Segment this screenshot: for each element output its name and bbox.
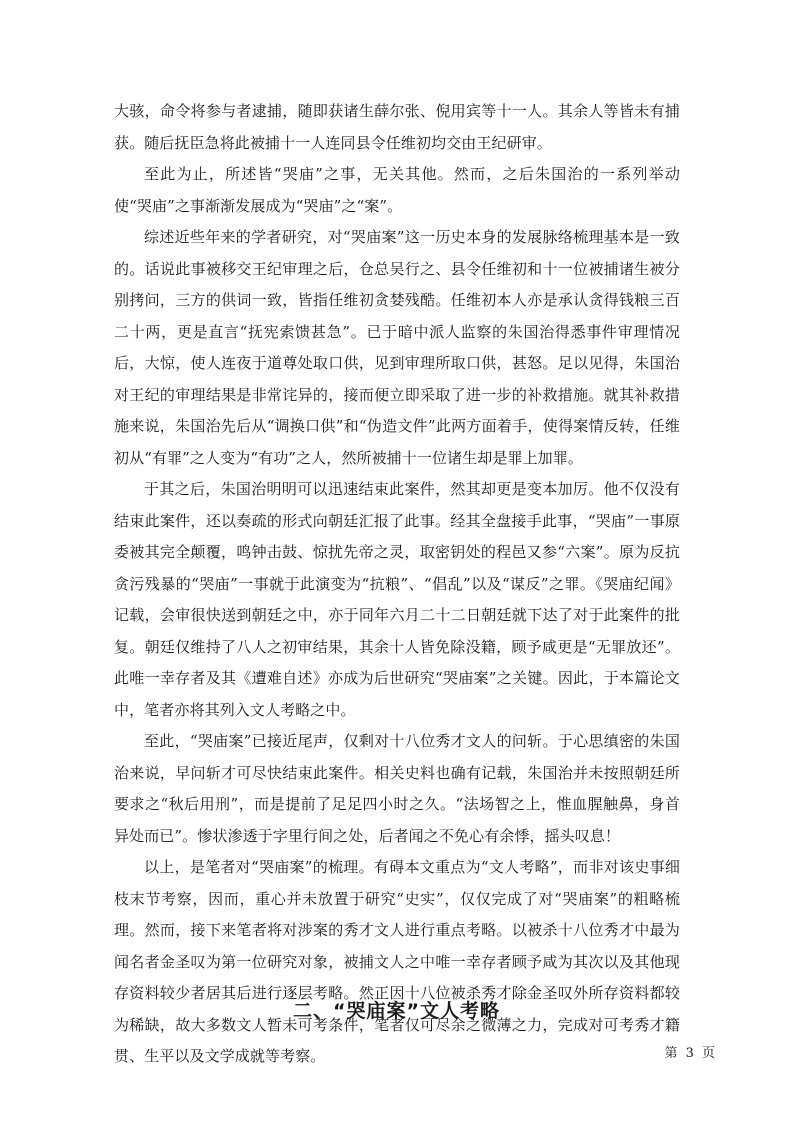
paragraph-3: 综述近些年来的学者研究，对“哭庙案”这一历史本身的发展脉络梳理基本是一致的。话说此事被移交王纪审理之后，仓总吴行之、县令任维初和十一位被捕诸生被分别拷问，三方的供词一致，皆指任维初贪婪残酷。任维初本人亦是承认贪得钱粮三百二十两，更是直言“抚宪索馈甚急”。已于暗中派人监察的朱国治得悉事件审理情况后，大惊，使人连夜于道尊处取口供，见到审理所取口供，甚怒。足以见得，朱国治对王纪的审理结果是非常诧异的，接而便立即采取了进一步的补救措施。就其补救措施来说，朱国治先后从“调换口供”和“伪造文件”此两方面着手，使得案情反转，任维初从“有罪”之人变为“有功”之人，然所被捕十一位诸生却是罪上加罪。 bbox=[114, 228, 680, 467]
body-text bbox=[114, 96, 680, 1073]
paragraph-2: 至此为止，所述皆“哭庙”之事，无关其他。然而，之后朱国治的一系列举动使“哭庙”之事渐渐发展成为“哭庙”之“案”。 bbox=[114, 165, 680, 215]
section-heading: 二、“哭庙案”文人考略 bbox=[293, 1000, 500, 1022]
paragraph-1: 大骇，命令将参与者逮捕，随即获诸生薛尔张、倪用宾等十一人。其余人等皆未有捕获。随后抚臣急将此被捕十一人连同县令任维初均交由王纪研审。 bbox=[114, 102, 680, 152]
page-number: 第 3 页 bbox=[664, 1046, 717, 1061]
paragraph-5: 至此，“哭庙案”已接近尾声，仅剩对十八位秀才文人的问斩。于心思缜密的朱国治来说，早问斩才可尽快结束此案件。相关史料也确有记载，朱国治并未按照朝廷所要求之“秋后用刑”，而是提前了足足四小时之久。“法场智之上，惟血腥触鼻，身首异处而已”。惨状渗透于字里行间之处，后者闻之不免心有余悸，摇头叹息！ bbox=[114, 732, 680, 845]
paragraph-6: 以上，是笔者对“哭庙案”的梳理。有碍本文重点为“文人考略”，而非对该史事细枝末节考察，因而，重心并未放置于研究“史实”，仅仅完成了对“哭庙案”的粗略梳理。然而，接下来笔者将对涉案的秀才文人进行重点考略。以被杀十八位秀才中最为闻名者金圣叹为第一位研究对象，被捕文人之中唯一幸存者顾予咸为其次以及其他现存资料较少者居其后进行逐层考略。然正因十八位被杀秀才除金圣叹外所存资料都较为稀缺，故大多数文人暂未可考条件，笔者仅可尽余之微薄之力，完成对可考秀才籍贯、生平以及文学成就等考察。 bbox=[114, 858, 680, 1065]
paragraph-4: 于其之后，朱国治明明可以迅速结束此案件，然其却更是变本加厉。他不仅没有结束此案件，还以奏疏的形式向朝廷汇报了此事。经其全盘接手此事，“哭庙”一事原委被其完全颠覆，鸣钟击鼓、惊扰先帝之灵，取密钥处的程邑又参“六案”。原为反抗贪污残暴的“哭庙”一事就于此演变为“抗粮”、“倡乱”以及“谋反”之罪。《哭庙纪闻》记载，会审很快送到朝廷之中，亦于同年六月二十二日朝廷就下达了对于此案件的批复。朝廷仅维持了八人之初审结果，其余十人皆免除没籍，顾予咸更是“无罪放还”。此唯一幸存者及其《遭难自述》亦成为后世研究“哭庙案”之关键。因此，于本篇论文中，笔者亦将其列入文人考略之中。 bbox=[114, 480, 680, 719]
